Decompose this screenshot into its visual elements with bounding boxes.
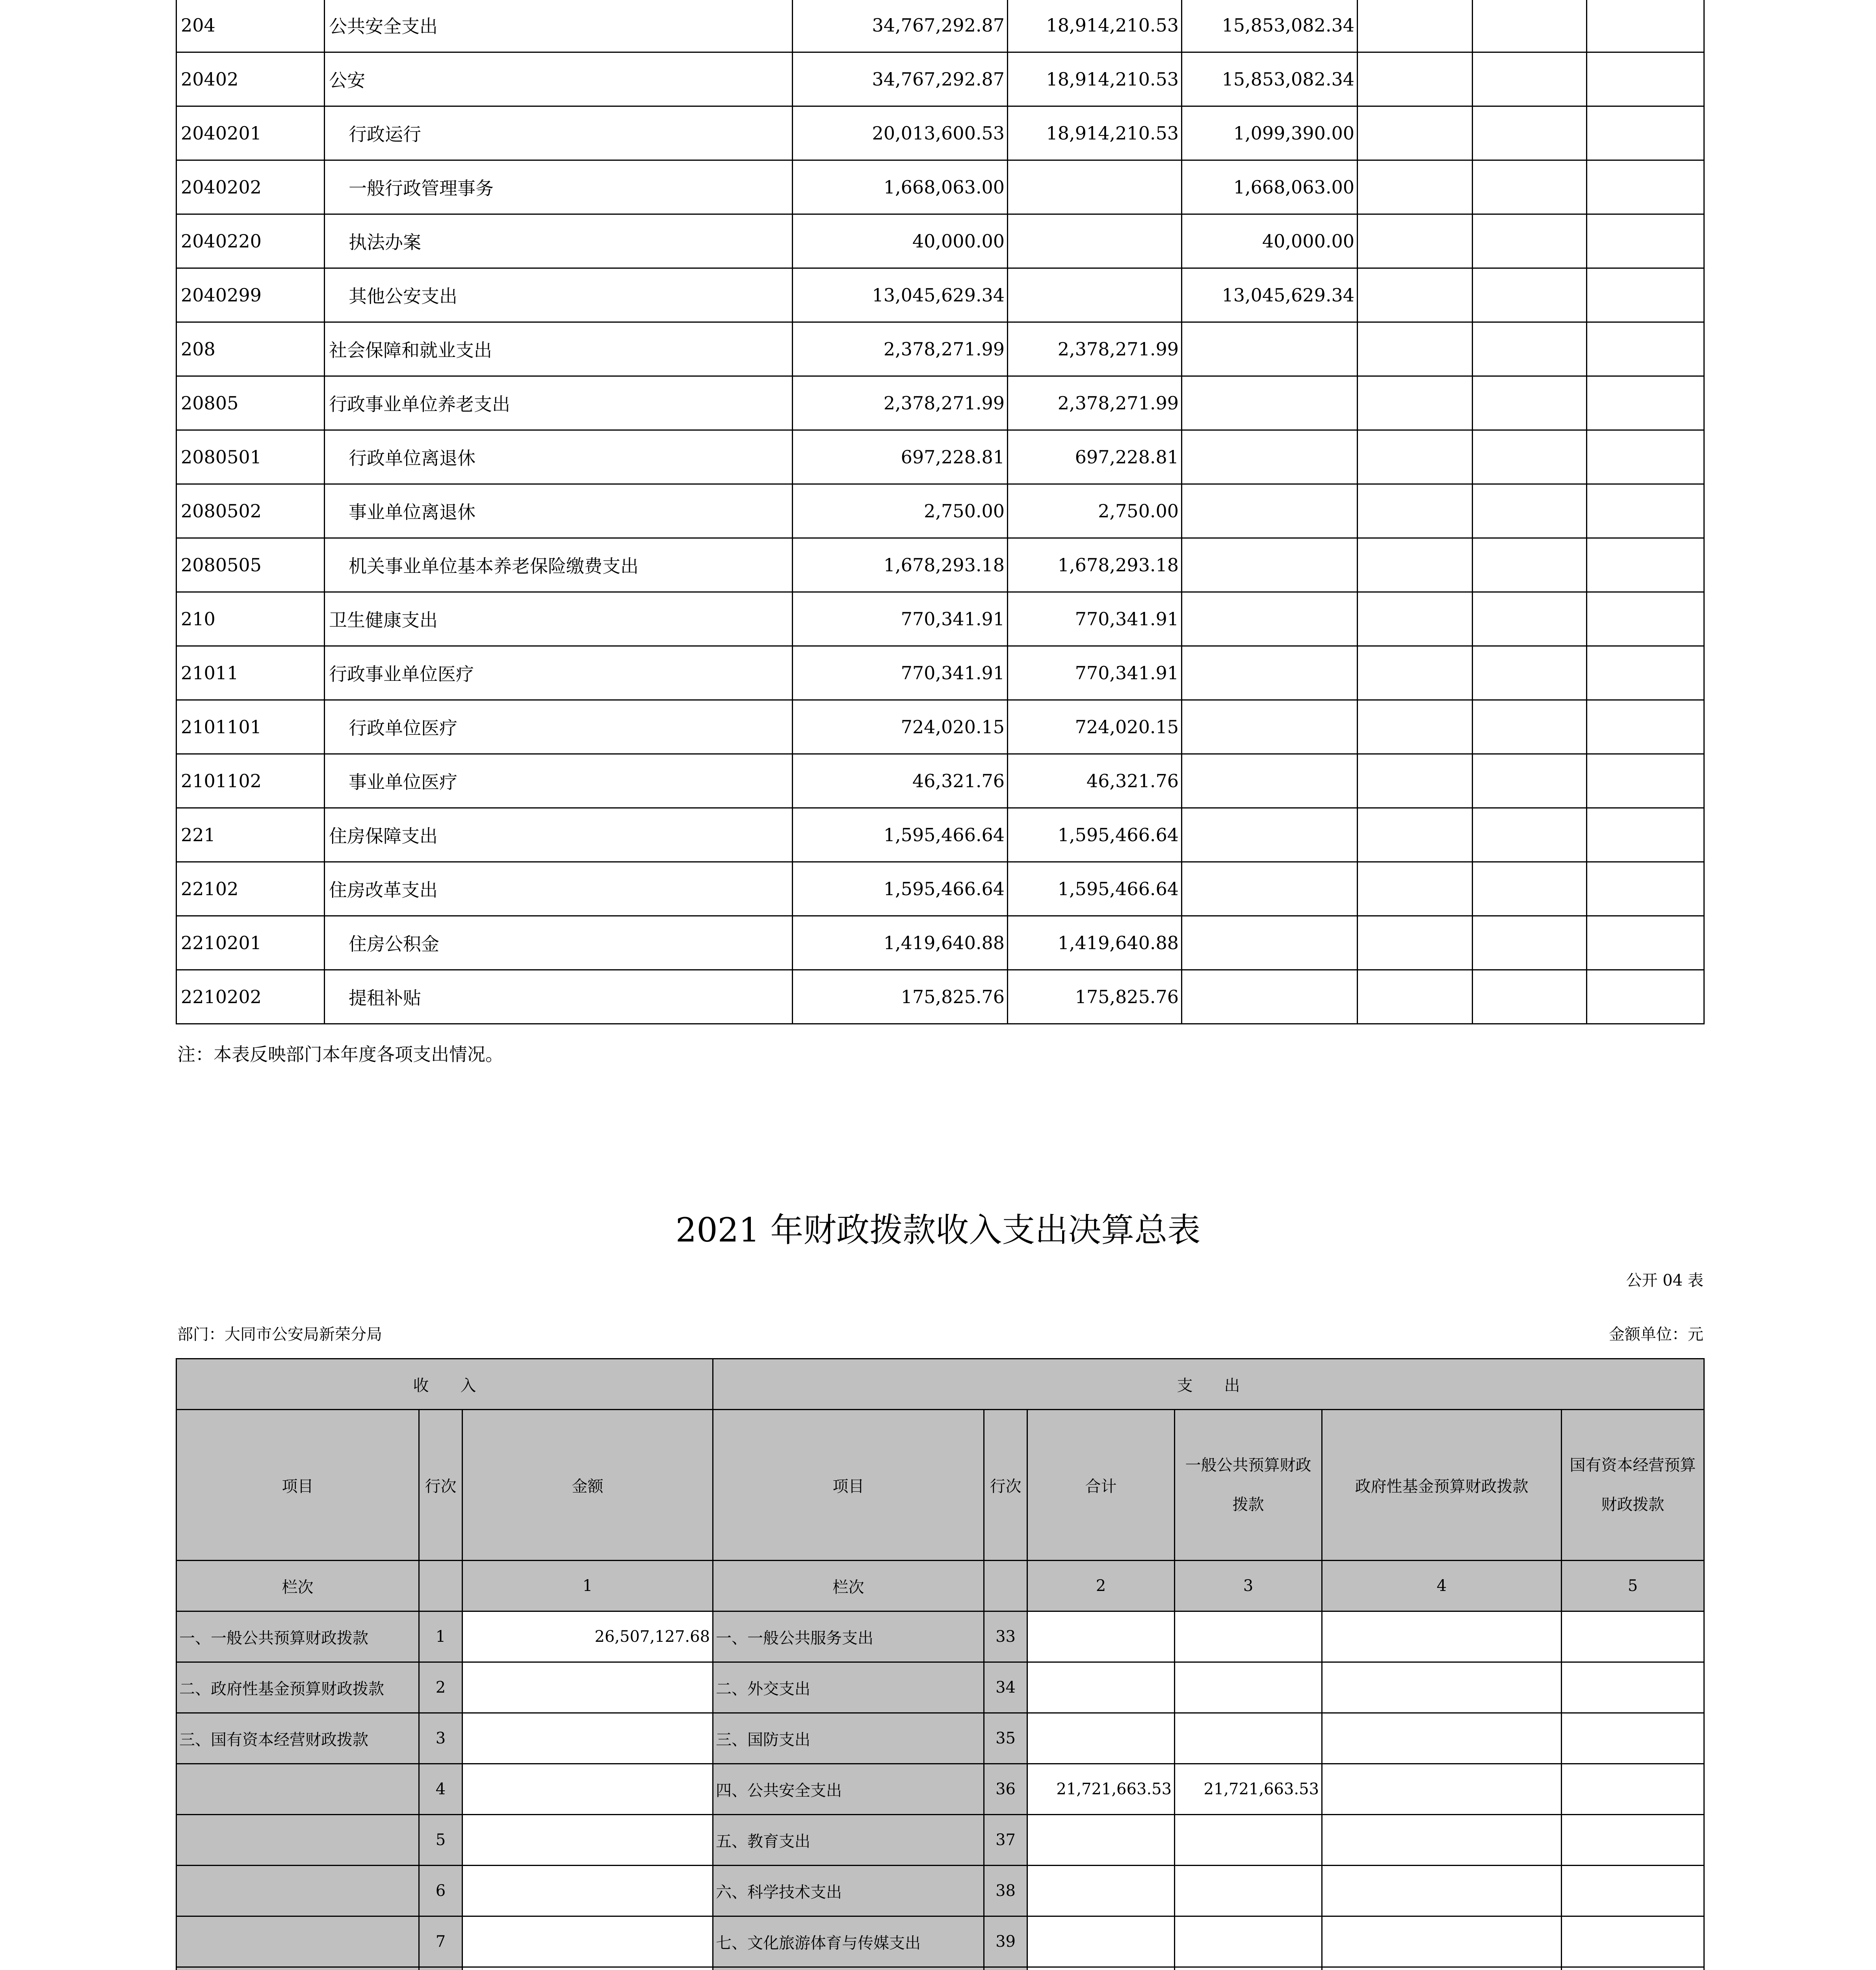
subject-code-cell: 2210202 bbox=[176, 970, 325, 1024]
total-amount-cell bbox=[1027, 1866, 1175, 1916]
empty-cell bbox=[1473, 376, 1587, 430]
total-amount-cell bbox=[1027, 1916, 1175, 1967]
table-row bbox=[176, 160, 1704, 214]
subject-code-cell: 204 bbox=[176, 0, 325, 52]
table-row bbox=[176, 268, 1704, 322]
fund-budget-header: 政府性基金预算财政拨款 bbox=[1322, 1410, 1562, 1561]
expense-line-cell bbox=[984, 1967, 1027, 1970]
subject-code-cell: 20805 bbox=[176, 376, 325, 430]
project-expense-cell bbox=[1182, 430, 1358, 484]
basic-expense-cell: 1,419,640.88 bbox=[1008, 916, 1182, 970]
expense-line-cell: 34 bbox=[984, 1662, 1027, 1713]
empty-cell bbox=[1358, 160, 1473, 214]
table-row bbox=[176, 52, 1704, 106]
state-capital-cell bbox=[1562, 1713, 1704, 1764]
expense-line-cell: 39 bbox=[984, 1916, 1027, 1967]
state-capital-cell bbox=[1562, 1916, 1704, 1967]
income-expenditure-summary-table bbox=[176, 1358, 1705, 1970]
table-row bbox=[176, 646, 1704, 700]
table-row bbox=[176, 808, 1704, 862]
empty-cell bbox=[1473, 808, 1587, 862]
table-row bbox=[176, 106, 1704, 160]
income-amount-cell bbox=[462, 1866, 713, 1916]
table-row bbox=[176, 322, 1704, 376]
basic-expense-cell: 724,020.15 bbox=[1008, 700, 1182, 754]
subject-name-cell: 机关事业单位基本养老保险缴费支出 bbox=[325, 538, 793, 592]
project-expense-cell: 13,045,629.34 bbox=[1182, 268, 1358, 322]
empty-cell bbox=[1473, 538, 1587, 592]
empty-cell bbox=[1587, 970, 1704, 1024]
empty-cell bbox=[1358, 106, 1473, 160]
fund-budget-cell bbox=[1322, 1662, 1562, 1713]
total-amount-cell: 770,341.91 bbox=[793, 646, 1008, 700]
empty-cell bbox=[1587, 646, 1704, 700]
empty-cell bbox=[1587, 322, 1704, 376]
empty-cell bbox=[1473, 322, 1587, 376]
empty-cell bbox=[1358, 484, 1473, 538]
income-amount-cell bbox=[462, 1967, 713, 1970]
total-amount-cell: 34,767,292.87 bbox=[793, 52, 1008, 106]
state-capital-cell bbox=[1562, 1611, 1704, 1662]
total-amount-cell bbox=[1027, 1713, 1175, 1764]
subject-code-cell: 2210201 bbox=[176, 916, 325, 970]
general-budget-cell: 21,721,663.53 bbox=[1175, 1764, 1322, 1815]
empty-cell bbox=[1473, 52, 1587, 106]
expense-item-header: 项目 bbox=[713, 1410, 984, 1561]
column-number-row bbox=[176, 1561, 1704, 1611]
basic-expense-cell: 18,914,210.53 bbox=[1008, 106, 1182, 160]
colno-3: 3 bbox=[1175, 1561, 1322, 1611]
empty-cell bbox=[1473, 106, 1587, 160]
income-amount-cell bbox=[462, 1916, 713, 1967]
table-row bbox=[176, 484, 1704, 538]
table-row bbox=[176, 1815, 1704, 1866]
section-header-row bbox=[176, 1359, 1704, 1410]
empty-cell bbox=[1473, 160, 1587, 214]
basic-expense-cell bbox=[1008, 268, 1182, 322]
empty-cell bbox=[1587, 160, 1704, 214]
total-amount-cell: 2,378,271.99 bbox=[793, 322, 1008, 376]
table-row bbox=[176, 1611, 1704, 1662]
total-header: 合计 bbox=[1027, 1410, 1175, 1561]
general-budget-cell bbox=[1175, 1611, 1322, 1662]
income-line-cell: 6 bbox=[419, 1866, 462, 1916]
amount-unit-label: 金额单位：元 bbox=[1609, 1325, 1703, 1344]
empty-cell bbox=[1358, 970, 1473, 1024]
total-amount-cell: 1,678,293.18 bbox=[793, 538, 1008, 592]
empty-cell bbox=[1358, 916, 1473, 970]
project-expense-cell bbox=[1182, 376, 1358, 430]
table-row bbox=[176, 754, 1704, 808]
project-expense-cell bbox=[1182, 538, 1358, 592]
table-row bbox=[176, 376, 1704, 430]
subject-code-cell: 22102 bbox=[176, 862, 325, 916]
subject-name-cell: 行政事业单位养老支出 bbox=[325, 376, 793, 430]
empty-cell bbox=[1473, 592, 1587, 646]
expense-line-cell: 35 bbox=[984, 1713, 1027, 1764]
expense-item-cell: 二、外交支出 bbox=[713, 1662, 984, 1713]
basic-expense-cell: 770,341.91 bbox=[1008, 592, 1182, 646]
subject-code-cell: 2040220 bbox=[176, 214, 325, 268]
subject-name-cell: 住房保障支出 bbox=[325, 808, 793, 862]
project-expense-cell: 1,099,390.00 bbox=[1182, 106, 1358, 160]
total-amount-cell: 724,020.15 bbox=[793, 700, 1008, 754]
empty-cell bbox=[1358, 430, 1473, 484]
empty-cell bbox=[1358, 268, 1473, 322]
page-title: 2021 年财政拨款收入支出决算总表 bbox=[675, 1211, 1201, 1249]
table-row bbox=[176, 1916, 1704, 1967]
total-amount-cell: 2,378,271.99 bbox=[793, 376, 1008, 430]
general-budget-header: 一般公共预算财政拨款 bbox=[1175, 1410, 1322, 1561]
income-header: 收 入 bbox=[176, 1359, 713, 1410]
empty-cell bbox=[1587, 916, 1704, 970]
basic-expense-cell: 1,595,466.64 bbox=[1008, 862, 1182, 916]
basic-expense-cell: 1,595,466.64 bbox=[1008, 808, 1182, 862]
expense-line-cell: 33 bbox=[984, 1611, 1027, 1662]
subject-name-cell: 卫生健康支出 bbox=[325, 592, 793, 646]
colno-2: 2 bbox=[1027, 1561, 1175, 1611]
fund-budget-cell bbox=[1322, 1815, 1562, 1866]
subject-name-cell: 行政单位离退休 bbox=[325, 430, 793, 484]
empty-cell bbox=[1358, 52, 1473, 106]
subject-code-cell: 2101101 bbox=[176, 700, 325, 754]
general-budget-cell bbox=[1175, 1866, 1322, 1916]
fund-budget-cell bbox=[1322, 1764, 1562, 1815]
basic-expense-cell bbox=[1008, 214, 1182, 268]
state-capital-cell bbox=[1562, 1866, 1704, 1916]
empty-cell bbox=[1358, 376, 1473, 430]
income-item-cell bbox=[176, 1764, 419, 1815]
general-budget-cell bbox=[1175, 1662, 1322, 1713]
subject-code-cell: 20402 bbox=[176, 52, 325, 106]
income-item-header: 项目 bbox=[176, 1410, 419, 1561]
subject-code-cell: 2080505 bbox=[176, 538, 325, 592]
empty-cell bbox=[1587, 754, 1704, 808]
empty-cell bbox=[1587, 484, 1704, 538]
expense-line-header: 行次 bbox=[984, 1410, 1027, 1561]
empty-cell bbox=[1358, 808, 1473, 862]
expense-line-cell: 36 bbox=[984, 1764, 1027, 1815]
total-amount-cell: 21,721,663.53 bbox=[1027, 1764, 1175, 1815]
project-expense-cell bbox=[1182, 754, 1358, 808]
general-budget-cell bbox=[1175, 1713, 1322, 1764]
empty-cell bbox=[1473, 0, 1587, 52]
table-row bbox=[176, 862, 1704, 916]
expenditure-detail-table bbox=[176, 0, 1705, 1024]
empty-cell bbox=[1473, 430, 1587, 484]
total-amount-cell: 1,668,063.00 bbox=[793, 160, 1008, 214]
empty-cell bbox=[1587, 808, 1704, 862]
subject-name-cell: 行政运行 bbox=[325, 106, 793, 160]
empty-cell bbox=[1473, 862, 1587, 916]
empty-cell bbox=[1473, 484, 1587, 538]
income-line-cell: 2 bbox=[419, 1662, 462, 1713]
empty-cell bbox=[1473, 268, 1587, 322]
empty-cell bbox=[1587, 106, 1704, 160]
total-amount-cell: 34,767,292.87 bbox=[793, 0, 1008, 52]
expense-item-cell: 五、教育支出 bbox=[713, 1815, 984, 1866]
subject-name-cell: 公安 bbox=[325, 52, 793, 106]
expense-item-cell: 一、一般公共服务支出 bbox=[713, 1611, 984, 1662]
colno-label: 栏次 bbox=[713, 1561, 984, 1611]
fund-budget-cell bbox=[1322, 1713, 1562, 1764]
income-line-cell: 5 bbox=[419, 1815, 462, 1866]
basic-expense-cell: 18,914,210.53 bbox=[1008, 52, 1182, 106]
colno-1: 1 bbox=[462, 1561, 713, 1611]
subject-name-cell: 行政事业单位医疗 bbox=[325, 646, 793, 700]
empty-cell bbox=[1587, 214, 1704, 268]
income-amount-cell bbox=[462, 1713, 713, 1764]
subject-name-cell: 事业单位医疗 bbox=[325, 754, 793, 808]
empty-cell bbox=[1473, 646, 1587, 700]
table-row bbox=[176, 1967, 1704, 1970]
project-expense-cell: 15,853,082.34 bbox=[1182, 0, 1358, 52]
project-expense-cell: 40,000.00 bbox=[1182, 214, 1358, 268]
basic-expense-cell: 175,825.76 bbox=[1008, 970, 1182, 1024]
table-row bbox=[176, 970, 1704, 1024]
income-amount-cell: 26,507,127.68 bbox=[462, 1611, 713, 1662]
colno-5: 5 bbox=[1562, 1561, 1704, 1611]
total-amount-cell: 697,228.81 bbox=[793, 430, 1008, 484]
table-row bbox=[176, 1713, 1704, 1764]
form-number: 公开 04 表 bbox=[1626, 1271, 1703, 1290]
income-line-cell: 4 bbox=[419, 1764, 462, 1815]
project-expense-cell bbox=[1182, 808, 1358, 862]
expense-line-cell: 37 bbox=[984, 1815, 1027, 1866]
table-row bbox=[176, 538, 1704, 592]
empty-cell bbox=[1473, 970, 1587, 1024]
total-amount-cell: 175,825.76 bbox=[793, 970, 1008, 1024]
project-expense-cell bbox=[1182, 970, 1358, 1024]
basic-expense-cell: 697,228.81 bbox=[1008, 430, 1182, 484]
subject-code-cell: 208 bbox=[176, 322, 325, 376]
fund-budget-cell bbox=[1322, 1967, 1562, 1970]
total-amount-cell: 2,750.00 bbox=[793, 484, 1008, 538]
table-row bbox=[176, 1662, 1704, 1713]
basic-expense-cell: 46,321.76 bbox=[1008, 754, 1182, 808]
project-expense-cell bbox=[1182, 862, 1358, 916]
basic-expense-cell: 2,378,271.99 bbox=[1008, 376, 1182, 430]
basic-expense-cell: 770,341.91 bbox=[1008, 646, 1182, 700]
basic-expense-cell: 18,914,210.53 bbox=[1008, 0, 1182, 52]
income-amount-cell bbox=[462, 1815, 713, 1866]
subject-name-cell: 事业单位离退休 bbox=[325, 484, 793, 538]
colno-label: 栏次 bbox=[176, 1561, 419, 1611]
subject-code-cell: 21011 bbox=[176, 646, 325, 700]
subject-code-cell: 2040299 bbox=[176, 268, 325, 322]
subject-name-cell: 一般行政管理事务 bbox=[325, 160, 793, 214]
state-capital-cell bbox=[1562, 1662, 1704, 1713]
project-expense-cell bbox=[1182, 592, 1358, 646]
empty-cell bbox=[1358, 0, 1473, 52]
empty-cell bbox=[1587, 700, 1704, 754]
subject-name-cell: 其他公安支出 bbox=[325, 268, 793, 322]
subject-code-cell: 2040201 bbox=[176, 106, 325, 160]
empty-cell bbox=[1358, 754, 1473, 808]
expense-item-cell bbox=[713, 1967, 984, 1970]
empty-cell bbox=[1358, 862, 1473, 916]
table-row bbox=[176, 1764, 1704, 1815]
expense-item-cell: 六、科学技术支出 bbox=[713, 1866, 984, 1916]
empty-cell bbox=[1358, 538, 1473, 592]
subject-name-cell: 公共安全支出 bbox=[325, 0, 793, 52]
empty-cell bbox=[1358, 700, 1473, 754]
fund-budget-cell bbox=[1322, 1866, 1562, 1916]
basic-expense-cell: 2,378,271.99 bbox=[1008, 322, 1182, 376]
empty-cell bbox=[1587, 430, 1704, 484]
total-amount-cell: 1,595,466.64 bbox=[793, 862, 1008, 916]
project-expense-cell: 1,668,063.00 bbox=[1182, 160, 1358, 214]
income-line-cell: 3 bbox=[419, 1713, 462, 1764]
state-capital-cell bbox=[1562, 1815, 1704, 1866]
table-row bbox=[176, 430, 1704, 484]
state-capital-cell bbox=[1562, 1967, 1704, 1970]
expense-item-cell: 三、国防支出 bbox=[713, 1713, 984, 1764]
total-amount-cell: 1,419,640.88 bbox=[793, 916, 1008, 970]
total-amount-cell bbox=[1027, 1662, 1175, 1713]
total-amount-cell: 20,013,600.53 bbox=[793, 106, 1008, 160]
income-item-cell: 一、一般公共预算财政拨款 bbox=[176, 1611, 419, 1662]
basic-expense-cell: 1,678,293.18 bbox=[1008, 538, 1182, 592]
state-capital-cell bbox=[1562, 1764, 1704, 1815]
subject-code-cell: 210 bbox=[176, 592, 325, 646]
income-amount-cell bbox=[462, 1764, 713, 1815]
subject-name-cell: 提租补贴 bbox=[325, 970, 793, 1024]
income-item-cell: 三、国有资本经营财政拨款 bbox=[176, 1713, 419, 1764]
general-budget-cell bbox=[1175, 1967, 1322, 1970]
expense-line-cell: 38 bbox=[984, 1866, 1027, 1916]
empty-cell bbox=[1587, 52, 1704, 106]
total-amount-cell: 46,321.76 bbox=[793, 754, 1008, 808]
subject-name-cell: 执法办案 bbox=[325, 214, 793, 268]
subject-code-cell: 2101102 bbox=[176, 754, 325, 808]
income-amount-cell bbox=[462, 1662, 713, 1713]
project-expense-cell bbox=[1182, 916, 1358, 970]
empty-cell bbox=[1587, 862, 1704, 916]
column-header-row bbox=[176, 1410, 1704, 1561]
empty-cell bbox=[1587, 0, 1704, 52]
income-line-cell bbox=[419, 1967, 462, 1970]
state-capital-header: 国有资本经营预算财政拨款 bbox=[1562, 1410, 1704, 1561]
empty-cell bbox=[1587, 592, 1704, 646]
subject-code-cell: 2080501 bbox=[176, 430, 325, 484]
income-item-cell bbox=[176, 1916, 419, 1967]
empty-cell bbox=[1358, 322, 1473, 376]
total-amount-cell bbox=[1027, 1967, 1175, 1970]
table-row bbox=[176, 0, 1704, 52]
general-budget-cell bbox=[1175, 1916, 1322, 1967]
fund-budget-cell bbox=[1322, 1611, 1562, 1662]
expense-item-cell: 四、公共安全支出 bbox=[713, 1764, 984, 1815]
income-item-cell: 二、政府性基金预算财政拨款 bbox=[176, 1662, 419, 1713]
empty-cell bbox=[1473, 754, 1587, 808]
income-line-header: 行次 bbox=[419, 1410, 462, 1561]
fund-budget-cell bbox=[1322, 1916, 1562, 1967]
total-amount-cell bbox=[1027, 1611, 1175, 1662]
project-expense-cell bbox=[1182, 700, 1358, 754]
empty-cell bbox=[1358, 214, 1473, 268]
table-row bbox=[176, 592, 1704, 646]
project-expense-cell bbox=[1182, 322, 1358, 376]
income-amount-header: 金额 bbox=[462, 1410, 713, 1561]
total-amount-cell: 1,595,466.64 bbox=[793, 808, 1008, 862]
table-note: 注：本表反映部门本年度各项支出情况。 bbox=[177, 1044, 503, 1065]
department-label: 部门：大同市公安局新荣分局 bbox=[177, 1325, 382, 1344]
general-budget-cell bbox=[1175, 1815, 1322, 1866]
income-item-cell bbox=[176, 1815, 419, 1866]
project-expense-cell: 15,853,082.34 bbox=[1182, 52, 1358, 106]
subject-name-cell: 住房公积金 bbox=[325, 916, 793, 970]
empty-cell bbox=[1473, 214, 1587, 268]
income-line-cell: 1 bbox=[419, 1611, 462, 1662]
income-item-cell bbox=[176, 1967, 419, 1970]
subject-name-cell: 住房改革支出 bbox=[325, 862, 793, 916]
expense-item-cell: 七、文化旅游体育与传媒支出 bbox=[713, 1916, 984, 1967]
total-amount-cell bbox=[1027, 1815, 1175, 1866]
income-line-cell: 7 bbox=[419, 1916, 462, 1967]
subject-name-cell: 行政单位医疗 bbox=[325, 700, 793, 754]
income-item-cell bbox=[176, 1866, 419, 1916]
table-row bbox=[176, 214, 1704, 268]
empty-cell bbox=[1358, 646, 1473, 700]
basic-expense-cell bbox=[1008, 160, 1182, 214]
basic-expense-cell: 2,750.00 bbox=[1008, 484, 1182, 538]
project-expense-cell bbox=[1182, 646, 1358, 700]
empty-cell bbox=[1473, 700, 1587, 754]
expense-header: 支 出 bbox=[713, 1359, 1704, 1410]
colno-4: 4 bbox=[1322, 1561, 1562, 1611]
table-row bbox=[176, 916, 1704, 970]
empty-cell bbox=[1358, 592, 1473, 646]
table-row bbox=[176, 1866, 1704, 1916]
total-amount-cell: 13,045,629.34 bbox=[793, 268, 1008, 322]
total-amount-cell: 770,341.91 bbox=[793, 592, 1008, 646]
subject-code-cell: 221 bbox=[176, 808, 325, 862]
empty-cell bbox=[1587, 538, 1704, 592]
empty-cell bbox=[1587, 376, 1704, 430]
empty-cell bbox=[1473, 916, 1587, 970]
table-row bbox=[176, 700, 1704, 754]
subject-code-cell: 2040202 bbox=[176, 160, 325, 214]
project-expense-cell bbox=[1182, 484, 1358, 538]
empty-cell bbox=[1587, 268, 1704, 322]
total-amount-cell: 40,000.00 bbox=[793, 214, 1008, 268]
subject-code-cell: 2080502 bbox=[176, 484, 325, 538]
subject-name-cell: 社会保障和就业支出 bbox=[325, 322, 793, 376]
